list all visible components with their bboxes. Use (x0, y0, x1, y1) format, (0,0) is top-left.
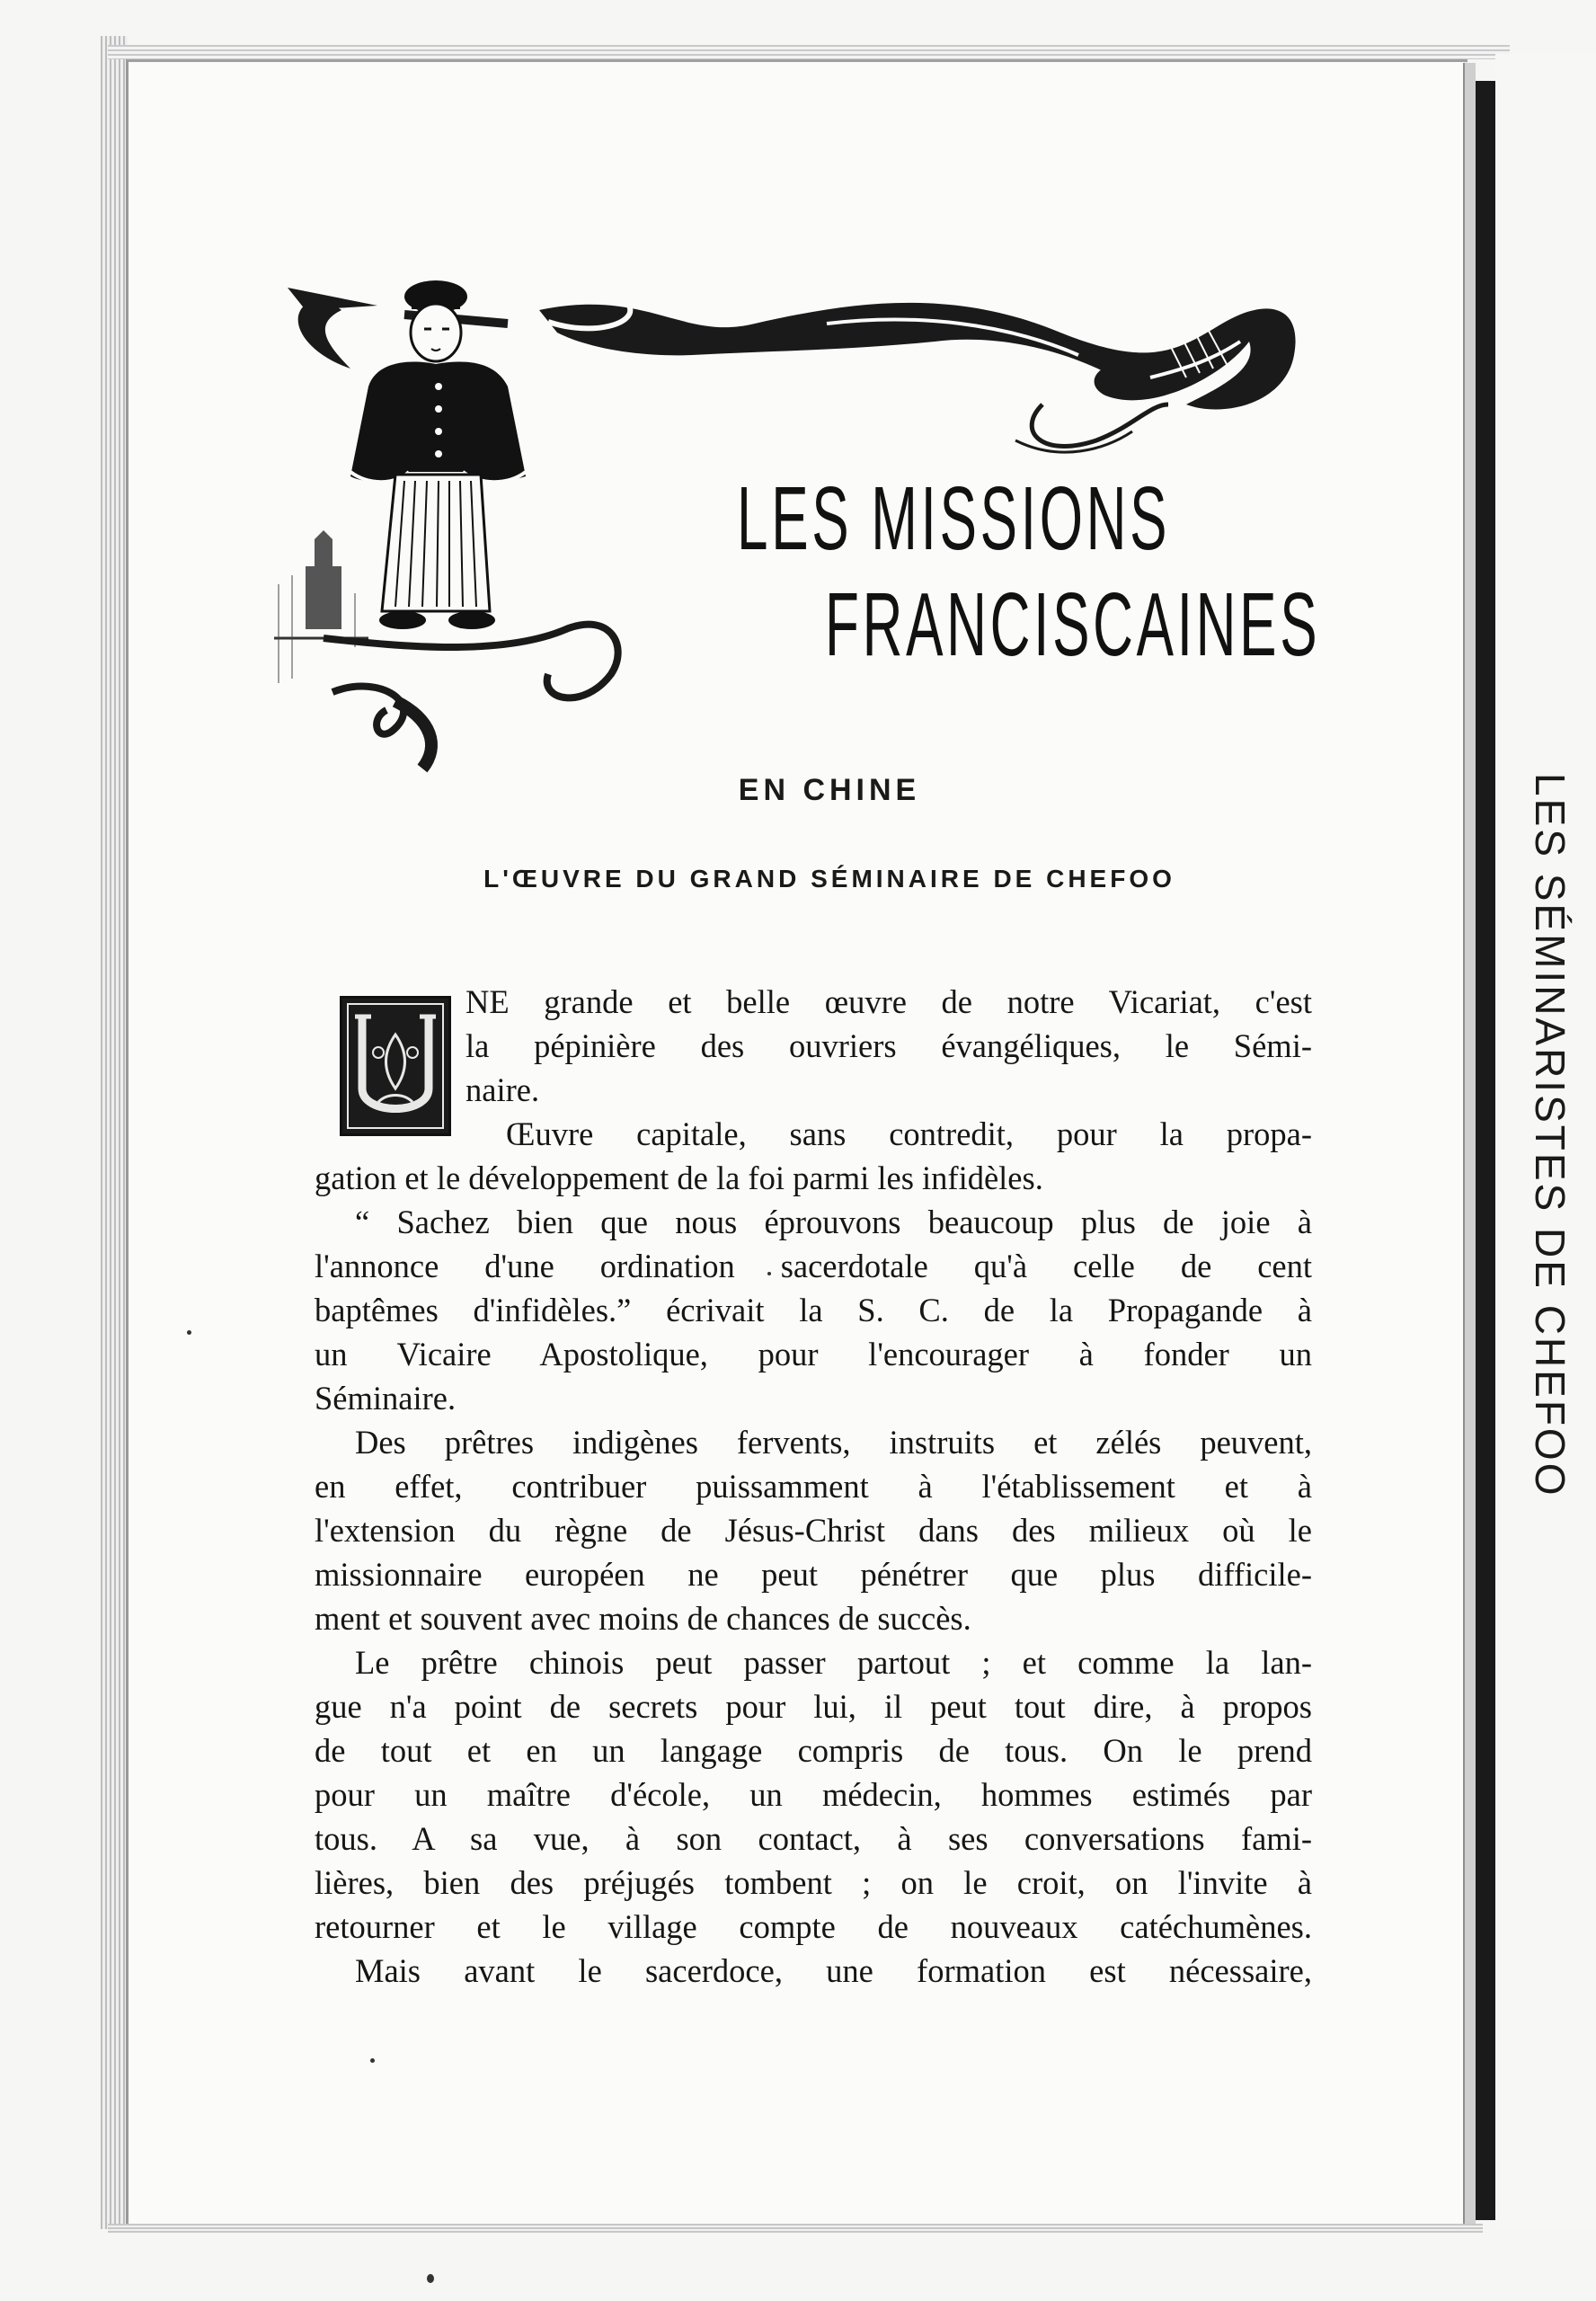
text-line: l'annonce d'une ordination sacerdotale qu'à celle de cent (315, 1248, 1312, 1284)
text-line: NE grande et belle œuvre de notre Vicariat, c'est (466, 983, 1312, 1020)
text-line: Des prêtres indigènes fervents, instruits et zélés peuvent, (355, 1424, 1312, 1461)
text-line: ment et souvent avec moins de chances de succès. (315, 1600, 971, 1637)
paragraph-1 (315, 980, 1312, 1068)
text-line: la pépinière des ouvriers évangéliques, le Sémi- (466, 1027, 1312, 1064)
text-line: un Vicaire Apostolique, pour l'encourager à fonder un (315, 1336, 1312, 1373)
text-line: Le prêtre chinois peut passer partout ; et comme la lan- (355, 1644, 1312, 1681)
body-text (315, 980, 1312, 1993)
text-line: missionnaire européen ne peut pénétrer que plus difficile- (315, 1556, 1312, 1593)
subtitle: EN CHINE (738, 773, 921, 807)
paragraph-4 (315, 1420, 1312, 1596)
page-top-edge (108, 45, 1510, 59)
book-gutter (1474, 81, 1495, 2220)
scan-speck (370, 2058, 375, 2063)
text-line: Œuvre capitale, sans contredit, pour la propa- (506, 1115, 1312, 1152)
scan-speck (187, 1330, 191, 1335)
page-right-edge (1463, 63, 1476, 2225)
section-heading: L'ŒUVRE DU GRAND SÉMINAIRE DE CHEFOO (483, 865, 1175, 893)
scan-speck (427, 2274, 434, 2283)
text-line: en effet, contribuer puissamment à l'établissement et à (315, 1468, 1312, 1505)
text-line: Séminaire. (315, 1380, 457, 1417)
facing-page-running-head: LES SÉMINARISTES DE CHEFOO (1527, 773, 1574, 1498)
paragraph-6 (315, 1949, 1312, 1993)
title-line-2: FRANCISCAINES (825, 574, 1321, 675)
paragraph-1-end (315, 1068, 1312, 1112)
paragraph-2 (315, 1112, 1312, 1156)
text-line: gation et le développement de la foi parmi les infidèles. (315, 1159, 1043, 1196)
page-bottom-edge (108, 2224, 1483, 2233)
text-line: retourner et le village compte de nouveaux catéchumènes. (315, 1908, 1312, 1945)
text-line: gue n'a point de secrets pour lui, il peut tout dire, à propos (315, 1688, 1312, 1725)
text-line: baptêmes d'infidèles.” écrivait la S. C. de la Propagande à (315, 1292, 1312, 1328)
text-line: “ Sachez bien que nous éprouvons beaucoup plus de joie à (355, 1204, 1312, 1240)
title-line-1: LES MISSIONS (737, 468, 1171, 569)
text-line: de tout et en un langage compris de tous. On le prend (315, 1732, 1312, 1769)
paragraph-3-end (315, 1376, 1312, 1420)
page-stack-edge (101, 36, 128, 2229)
paragraph-5 (315, 1640, 1312, 1949)
paragraph-3 (315, 1200, 1312, 1376)
text-line: naire. (466, 1071, 540, 1108)
paragraph-4-end (315, 1596, 1312, 1640)
text-line: Mais avant le sacerdoce, une formation est nécessaire, (355, 1952, 1312, 1989)
text-line: tous. A sa vue, à son contact, à ses conversations fami- (315, 1820, 1312, 1857)
paragraph-2-end (315, 1156, 1312, 1200)
text-line: lières, bien des préjugés tombent ; on le croit, on l'invite à (315, 1864, 1312, 1901)
text-line: l'extension du règne de Jésus-Christ dans des milieux où le (315, 1512, 1312, 1549)
text-line: pour un maître d'école, un médecin, hommes estimés par (315, 1776, 1312, 1813)
